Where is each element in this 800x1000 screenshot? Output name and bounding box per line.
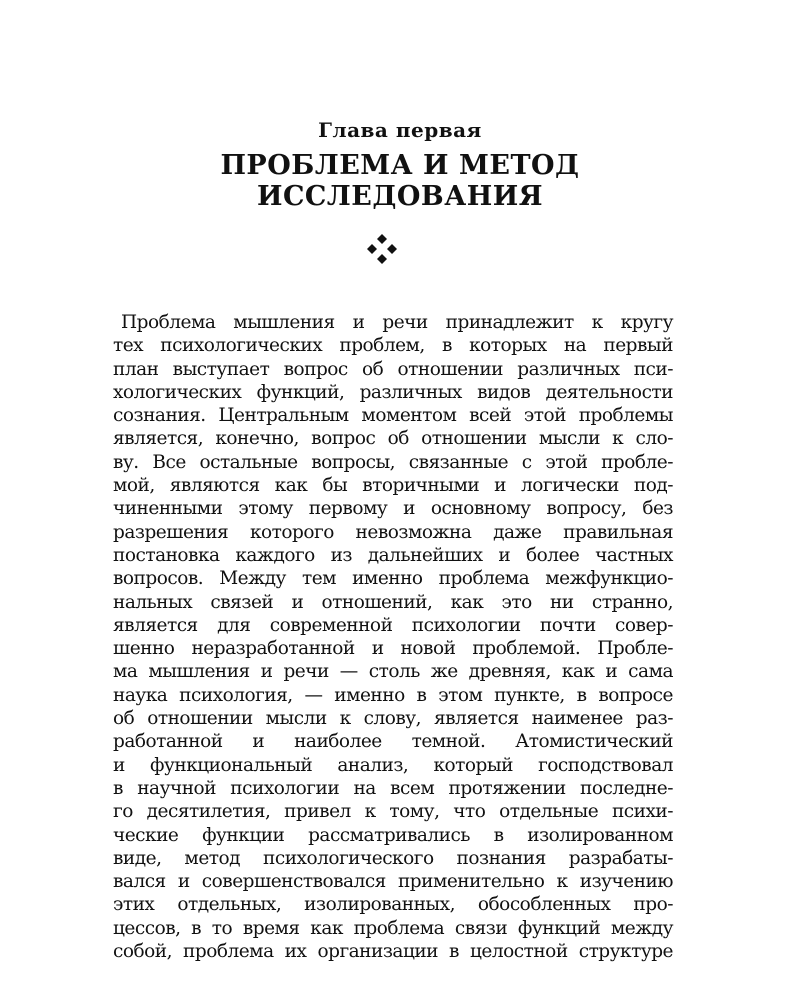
text-line: вопросов. Между тем именно проблема межфункцио- <box>113 568 673 590</box>
text-line: мой, являются как бы вторичными и логически под- <box>113 475 673 497</box>
text-line: собой, проблема их организации в целостной структуре <box>113 941 673 963</box>
body-paragraph <box>113 311 673 963</box>
text-line: ву. Все остальные вопросы, связанные с этой пробле- <box>113 451 673 473</box>
text-line: план выступает вопрос об отношении различных пси- <box>113 358 673 380</box>
text-line: ческие функции рассматривались в изолированном <box>113 824 673 846</box>
text-line: этих отдельных, изолированных, обособленных про- <box>113 894 673 916</box>
text-line: об отношении мысли к слову, является наименее раз- <box>113 708 673 730</box>
chapter-title-line-1: ПРОБЛЕМА И МЕТОД <box>220 150 580 181</box>
text-line: является, конечно, вопрос об отношении мысли к сло- <box>113 428 673 450</box>
chapter-label: Глава первая <box>318 118 482 142</box>
text-line: вался и совершенствовался применительно к изучению <box>113 871 673 893</box>
text-line: виде, метод психологического познания разрабаты- <box>113 847 673 869</box>
text-line: чиненными этому первому и основному вопросу, без <box>113 498 673 520</box>
text-line: в научной психологии на всем протяжении последне- <box>113 777 673 799</box>
text-line: наука психология, — именно в этом пункте, в вопросе <box>113 684 673 706</box>
text-line: го десятилетия, привел к тому, что отдельные психи- <box>113 801 673 823</box>
text-line: хологических функций, различных видов деятельности <box>113 381 673 403</box>
chapter-title <box>0 150 800 212</box>
text-line: Проблема мышления и речи принадлежит к кругу <box>121 312 673 333</box>
text-line: постановка каждого из дальнейших и более частных <box>113 544 673 566</box>
text-line: тех психологических проблем, в которых на первый <box>113 335 673 357</box>
text-line: цессов, в то время как проблема связи функций между <box>113 917 673 939</box>
text-line: сознания. Центральным моментом всей этой проблемы <box>113 405 673 427</box>
text-line: нальных связей и отношений, как это ни странно, <box>113 591 673 613</box>
text-line: шенно неразработанной и новой проблемой. Пробле- <box>113 638 673 660</box>
text-line: разрешения которого невозможна даже правильная <box>113 521 673 543</box>
text-line: является для современной психологии почти совер- <box>113 614 673 636</box>
four-diamond-ornament-icon <box>364 233 400 265</box>
chapter-title-line-2: ИССЛЕДОВАНИЯ <box>256 181 544 212</box>
text-line: работанной и наиболее темной. Атомистический <box>113 731 673 753</box>
text-line: ма мышления и речи — столь же древняя, как и сама <box>113 661 673 683</box>
text-line: и функциональный анализ, который господствовал <box>113 754 673 776</box>
